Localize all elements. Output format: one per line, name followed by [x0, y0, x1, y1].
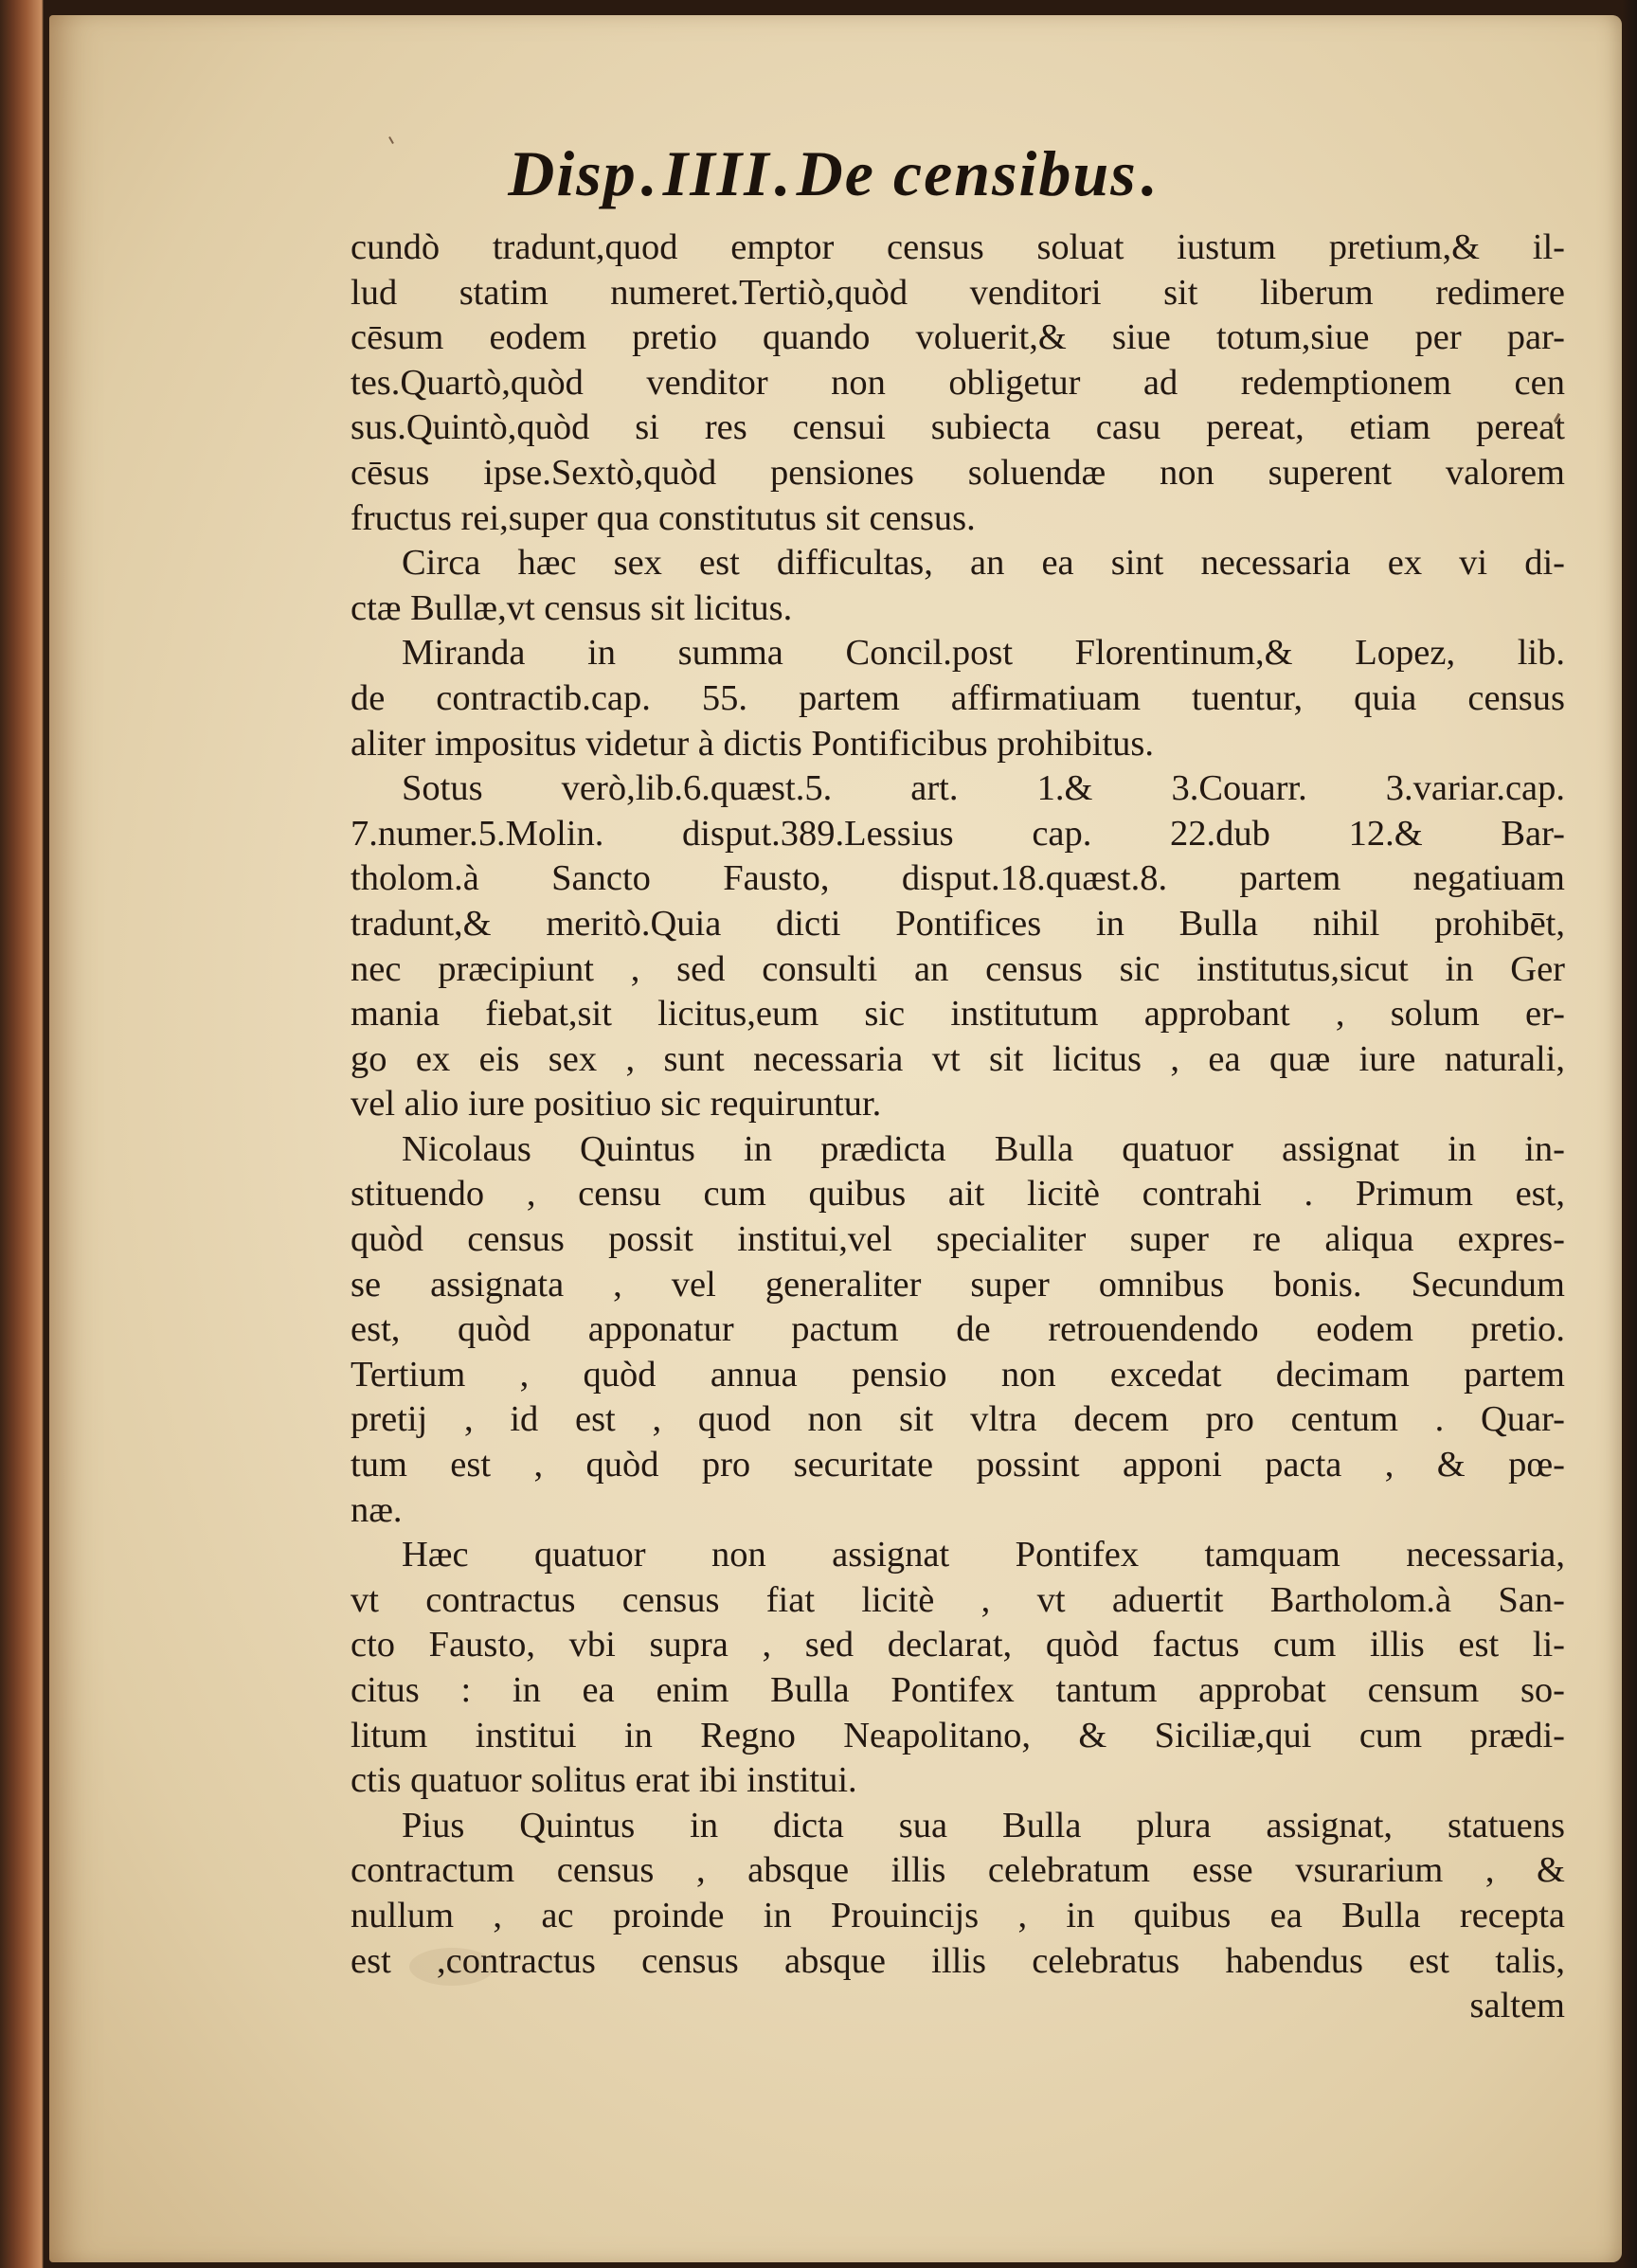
header-part-disp: Disp [508, 137, 638, 209]
text-line: tes.Quartò,quòd venditor non obligetur ad redemptionem cen [351, 362, 1565, 403]
catchword: saltem [1469, 1986, 1565, 2026]
text-line: Hæc quatuor non assignat Pontifex tamquam necessaria, [402, 1535, 1565, 1575]
text-line: litum institui in Regno Neapolitano, & Siciliæ,qui cum prædi- [351, 1715, 1565, 1755]
text-line: ctæ Bullæ,vt census sit licitus. [351, 587, 793, 628]
text-line: quòd census possit institui,vel specialiter super re aliqua expres- [351, 1219, 1565, 1260]
text-line: fructus rei,super qua constitutus sit census. [351, 497, 976, 538]
text-line: 7.numer.5.Molin. disput.389.Lessius cap. 22.dub 12.& Bar- [351, 813, 1565, 854]
text-line: Sotus verò,lib.6.quæst.5. art. 1.& 3.Couarr. 3.variar.cap. [402, 768, 1565, 809]
text-line: go ex eis sex , sunt necessaria vt sit licitus , ea quæ iure naturali, [351, 1038, 1565, 1079]
text-line: ctis quatuor solitus erat ibi institui. [351, 1760, 857, 1801]
text-line: Nicolaus Quintus in prædicta Bulla quatuor assignat in in- [402, 1128, 1565, 1169]
text-line: se assignata , vel generaliter super omnibus bonis. Secundum [351, 1264, 1565, 1305]
text-line: cto Fausto, vbi supra , sed declarat, quòd factus cum illis est li- [351, 1625, 1565, 1665]
text-line: Miranda in summa Concil.post Florentinum,& Lopez, lib. [402, 633, 1565, 674]
text-line: est, quòd apponatur pactum de retrouendendo eodem pretio. [351, 1309, 1565, 1350]
text-line: citus : in ea enim Bulla Pontifex tantum approbat censum so- [351, 1670, 1565, 1710]
text-line: pretij , id est , quod non sit vltra decem pro centum . Quar- [351, 1399, 1565, 1440]
text-line: cundò tradunt,quod emptor census soluat iustum pretium,& il- [351, 227, 1565, 267]
text-line: lud statim numeret.Tertiò,quòd venditori sit liberum redimere [351, 272, 1565, 313]
text-line: aliter impositus videtur à dictis Pontificibus prohibitus. [351, 723, 1154, 764]
text-line: contractum census , absque illis celebratum esse vsurarium , & [351, 1850, 1565, 1891]
book-page [49, 15, 1622, 2262]
text-line: sus.Quintò,quòd si res censui subiecta casu pereat, etiam pereat [351, 407, 1565, 448]
text-line: cēsus ipse.Sextò,quòd pensiones soluendæ non superent valorem [351, 452, 1565, 493]
text-line: mania fiebat,sit licitus,eum sic institutum approbant , solum er- [351, 994, 1565, 1035]
text-line: vt contractus census fiat licitè , vt aduertit Bartholom.à San- [351, 1579, 1565, 1620]
header-part-title: De censibus [796, 137, 1138, 209]
text-line: stituendo , censu cum quibus ait licitè contrahi . Primum est, [351, 1174, 1565, 1215]
text-line: tradunt,& meritò.Quia dicti Pontifices in Bulla nihil prohibēt, [351, 903, 1565, 944]
text-line: vel alio iure positiuo sic requiruntur. [351, 1084, 882, 1125]
text-line: næ. [351, 1489, 403, 1530]
text-line: tholom.à Sancto Fausto, disput.18.quæst.8. partem negatiuam [351, 858, 1565, 899]
text-line: est ,contractus census absque illis celebratus habendus est talis, [351, 1940, 1565, 1981]
text-line: Pius Quintus in dicta sua Bulla plura assignat, statuens [402, 1805, 1565, 1845]
running-header: Disp.IIII.De censibus. [508, 137, 1160, 209]
text-line: de contractib.cap. 55. partem affirmatiuam tuentur, quia census [351, 677, 1565, 718]
body-text [351, 225, 1565, 2029]
text-line: Tertium , quòd annua pensio non excedat decimam partem [351, 1354, 1565, 1395]
header-part-number: IIII [662, 137, 771, 209]
text-line: Circa hæc sex est difficultas, an ea sint necessaria ex vi di- [402, 543, 1565, 584]
text-line: tum est , quòd pro securitate possint apponi pacta , & pœ- [351, 1445, 1565, 1485]
text-line: nullum , ac proinde in Prouincijs , in quibus ea Bulla recepta [351, 1895, 1565, 1935]
text-line: cēsum eodem pretio quando voluerit,& siue totum,siue per par- [351, 317, 1565, 358]
text-line: nec præcipiunt , sed consulti an census sic institutus,sicut in Ger [351, 948, 1565, 989]
